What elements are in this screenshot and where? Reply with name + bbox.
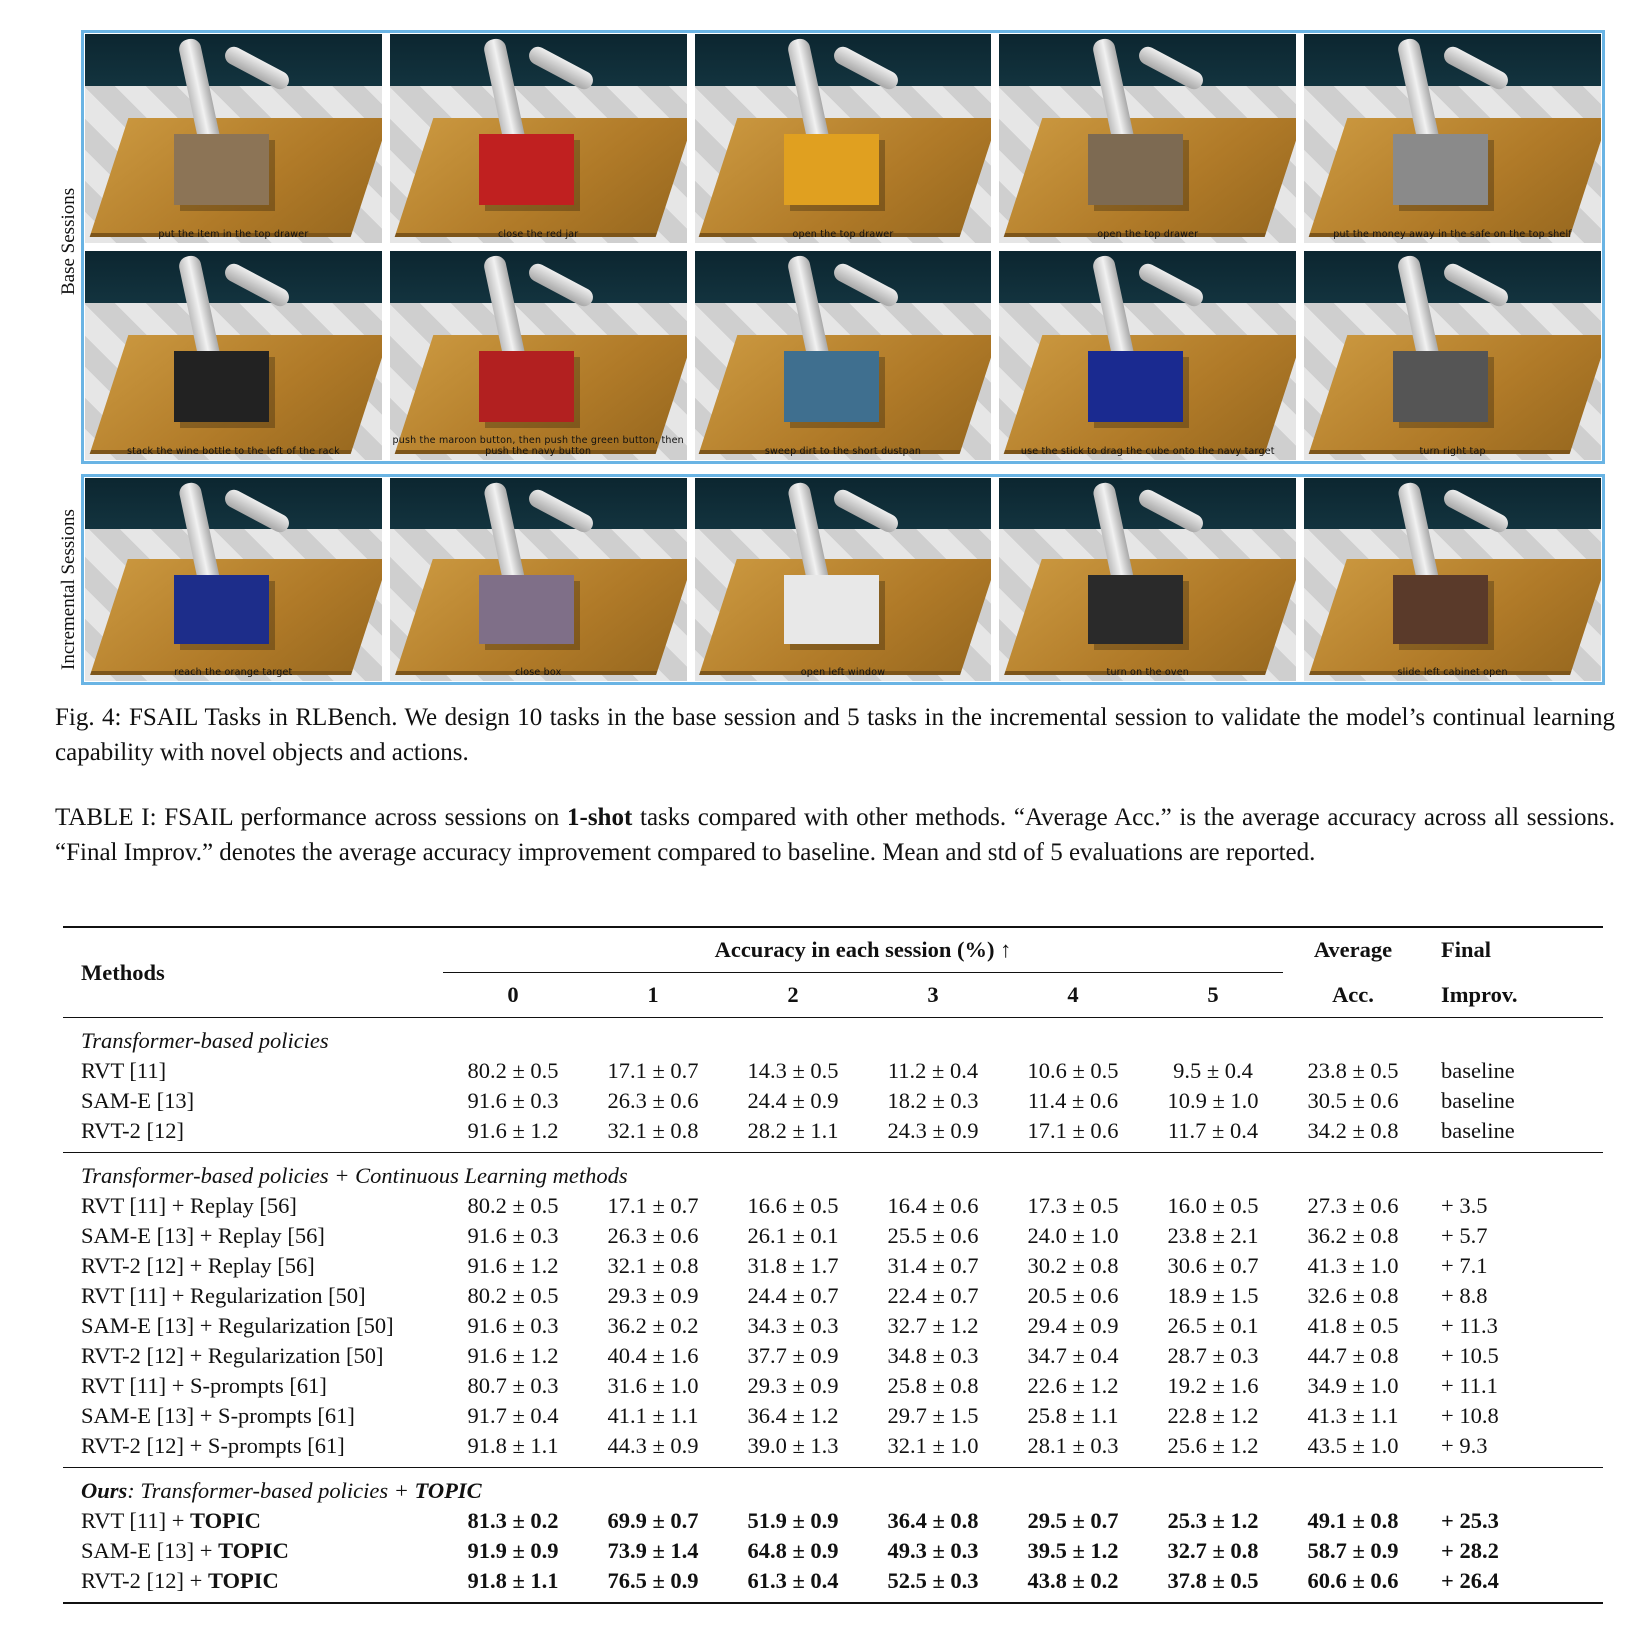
average-value: 32.6 ± 0.8 [1307,1283,1399,1308]
method-cell [63,1281,443,1311]
session-value: 11.4 ± 0.6 [1027,1088,1119,1113]
session-value: 37.8 ± 0.5 [1167,1568,1259,1593]
task-object [1393,575,1488,644]
session-value: 80.2 ± 0.5 [467,1058,559,1083]
task-caption: open the top drawer [792,229,894,240]
session-value: 20.5 ± 0.6 [1027,1283,1119,1308]
task-object [1088,575,1183,644]
section-title: Transformer-based policies + Continuous Learning methods [81,1163,628,1188]
method-cell [63,1371,443,1401]
session-value: 9.5 ± 0.4 [1173,1058,1253,1083]
session-value: 43.8 ± 0.2 [1027,1568,1119,1593]
table-caption [55,800,1615,870]
session-value: 52.5 ± 0.3 [887,1568,979,1593]
method-cell [63,1086,443,1116]
session-value: 49.3 ± 0.3 [887,1538,979,1563]
table-row [63,1116,1603,1153]
method-name: RVT [11] + S-prompts [61] [81,1373,327,1398]
task-object [479,134,574,205]
method-cell [63,1056,443,1086]
session-value: 34.8 ± 0.3 [887,1343,979,1368]
incremental-sessions-label: Incremental Sessions [58,509,79,670]
base-task-image [695,34,992,243]
session-value: 32.1 ± 1.0 [887,1433,979,1458]
figure-caption: Fig. 4: FSAIL Tasks in RLBench. We design 10 tasks in the base session and 5 tasks in the incremental session to validate the model’s continual learning capability with novel objects and actions. [55,704,1615,766]
improvement-value: + 3.5 [1441,1193,1488,1218]
session-value: 81.3 ± 0.2 [467,1508,559,1533]
session-value: 24.0 ± 1.0 [1027,1223,1119,1248]
session-value: 91.6 ± 1.2 [467,1343,559,1368]
incremental-task-image [390,478,687,681]
session-value: 24.4 ± 0.9 [747,1088,839,1113]
table-row [63,1191,1603,1221]
incremental-task-image [1304,478,1601,681]
section-title-bold: Ours [81,1478,128,1503]
section-title: Transformer-based policies [81,1028,329,1053]
method-name-bold: TOPIC [190,1508,261,1533]
header-row-top [63,927,1603,973]
section-title-row [63,1153,1603,1192]
session-value: 10.9 ± 1.0 [1167,1088,1259,1113]
method-cell [63,1221,443,1251]
session-value: 31.6 ± 1.0 [607,1373,699,1398]
task-caption: stack the wine bottle to the left of the rack [127,446,340,457]
task-object [174,575,269,644]
session-value: 14.3 ± 0.5 [747,1058,839,1083]
improvement-value: + 10.8 [1441,1403,1499,1428]
base-task-image [1304,251,1601,460]
session-value: 39.5 ± 1.2 [1027,1538,1119,1563]
session-value: 10.6 ± 0.5 [1027,1058,1119,1083]
session-value: 23.8 ± 2.1 [1167,1223,1259,1248]
session-value: 28.2 ± 1.1 [747,1118,839,1143]
average-value: 41.8 ± 0.5 [1307,1313,1399,1338]
session-value: 29.4 ± 0.9 [1027,1313,1119,1338]
average-value: 43.5 ± 1.0 [1307,1433,1399,1458]
average-value: 23.8 ± 0.5 [1307,1058,1399,1083]
session-value: 31.4 ± 0.7 [887,1253,979,1278]
method-name: RVT [11] + Replay [56] [81,1193,297,1218]
method-name-bold: TOPIC [207,1568,279,1593]
method-cell [63,1341,443,1371]
session-value: 24.4 ± 0.7 [747,1283,839,1308]
task-caption: close box [514,667,562,678]
method-name: RVT-2 [12] + Replay [56] [81,1253,315,1278]
method-name: SAM-E [13] + Regularization [50] [81,1313,394,1338]
session-value: 80.2 ± 0.5 [467,1193,559,1218]
average-header-top: Average [1313,937,1393,963]
improvement-value: + 8.8 [1441,1283,1488,1308]
method-name: SAM-E [13] + Replay [56] [81,1223,325,1248]
method-cell [63,1401,443,1431]
session-value: 26.1 ± 0.1 [747,1223,839,1248]
table-row [63,1506,1603,1536]
task-object [1393,134,1488,205]
table-row [63,1566,1603,1603]
final-header-bottom: Improv. [1441,981,1518,1007]
method-cell [63,1116,443,1153]
improvement-value: + 9.3 [1441,1433,1488,1458]
table-row [63,1056,1603,1086]
session-value: 22.8 ± 1.2 [1167,1403,1259,1428]
session-value: 26.3 ± 0.6 [607,1088,699,1113]
session-value: 36.4 ± 1.2 [747,1403,839,1428]
task-caption: open the top drawer [1097,229,1199,240]
session-value: 16.6 ± 0.5 [747,1193,839,1218]
improvement-value: + 10.5 [1441,1343,1499,1368]
table-row [63,1371,1603,1401]
session-value: 34.3 ± 0.3 [747,1313,839,1338]
method-name: RVT [11] + Regularization [50] [81,1283,366,1308]
table-row [63,1431,1603,1468]
base-task-image [85,34,382,243]
task-object [784,134,879,205]
task-figure [55,30,1610,685]
session-value: 91.6 ± 0.3 [467,1313,559,1338]
method-name-bold: TOPIC [218,1538,289,1563]
session-value: 30.6 ± 0.7 [1167,1253,1259,1278]
task-object [1393,351,1488,422]
average-header-bottom: Acc. [1332,981,1374,1007]
session-value: 31.8 ± 1.7 [747,1253,839,1278]
session-value: 24.3 ± 0.9 [887,1118,979,1143]
session-value: 76.5 ± 0.9 [607,1568,699,1593]
average-value: 44.7 ± 0.8 [1307,1343,1399,1368]
session-value: 22.6 ± 1.2 [1027,1373,1119,1398]
session-value: 18.2 ± 0.3 [887,1088,979,1113]
improvement-value: + 11.3 [1441,1313,1498,1338]
session-value: 91.9 ± 0.9 [467,1538,559,1563]
task-caption: put the money away in the safe on the top shelf [1333,229,1572,240]
method-name: RVT-2 [12] + S-prompts [61] [81,1433,345,1458]
base-task-image [1304,34,1601,243]
session-value: 16.4 ± 0.6 [887,1193,979,1218]
task-caption: reach the orange target [174,667,293,678]
average-value: 30.5 ± 0.6 [1307,1088,1399,1113]
task-object [784,351,879,422]
session-value: 25.8 ± 1.1 [1027,1403,1119,1428]
task-caption: use the stick to drag the cube onto the navy target [1020,446,1275,457]
task-object [1088,351,1183,422]
table-row [63,1221,1603,1251]
session-header: 5 [1207,982,1219,1007]
session-value: 36.4 ± 0.8 [887,1508,979,1533]
average-value: 36.2 ± 0.8 [1307,1223,1399,1248]
method-cell [63,1191,443,1221]
method-cell [63,1431,443,1468]
average-value: 34.9 ± 1.0 [1307,1373,1399,1398]
average-value: 58.7 ± 0.9 [1307,1538,1399,1563]
base-task-image [390,251,687,460]
method-name: SAM-E [13] [81,1088,195,1113]
session-value: 25.8 ± 0.8 [887,1373,979,1398]
session-value: 29.5 ± 0.7 [1027,1508,1119,1533]
section-title-bold: TOPIC [414,1478,482,1503]
task-object [479,575,574,644]
task-caption: sweep dirt to the short dustpan [764,446,922,457]
session-value: 19.2 ± 1.6 [1167,1373,1259,1398]
improvement-value: baseline [1441,1088,1515,1113]
base-task-image [695,251,992,460]
table-caption-bold: 1-shot [567,804,633,831]
session-value: 61.3 ± 0.4 [747,1568,839,1593]
session-value: 29.3 ± 0.9 [747,1373,839,1398]
section-title-text: : Transformer-based policies + [127,1478,415,1503]
table-row [63,1341,1603,1371]
session-value: 25.6 ± 1.2 [1167,1433,1259,1458]
method-name: RVT-2 [12] [81,1118,184,1143]
session-header: 0 [507,982,519,1007]
table-caption-suffix: tasks compared with other methods. “Average Acc.” is the average accuracy across all sessions. “Final Improv.” denotes the average accuracy improvement compared to baseline. Mean and std of 5 evaluations are reported. [55,804,1615,866]
results-table [63,926,1603,1604]
session-value: 51.9 ± 0.9 [747,1508,839,1533]
average-value: 41.3 ± 1.1 [1307,1403,1399,1428]
methods-header: Methods [81,959,165,985]
base-task-image [999,34,1296,243]
incremental-task-image [999,478,1296,681]
session-value: 11.7 ± 0.4 [1167,1118,1259,1143]
session-value: 28.7 ± 0.3 [1167,1343,1259,1368]
session-header: 4 [1067,982,1079,1007]
session-value: 91.6 ± 1.2 [467,1118,559,1143]
task-caption: put the item in the top drawer [158,229,309,240]
method-cell [63,1506,443,1536]
improvement-value: + 28.2 [1441,1538,1499,1563]
method-name: RVT-2 [12] + [81,1568,208,1593]
average-value: 49.1 ± 0.8 [1307,1508,1399,1533]
table-row [63,1281,1603,1311]
session-value: 40.4 ± 1.6 [607,1343,699,1368]
base-session-grid [81,30,1605,464]
session-header: 3 [927,982,939,1007]
method-name: RVT-2 [12] + Regularization [50] [81,1343,384,1368]
session-value: 91.6 ± 0.3 [467,1088,559,1113]
improvement-value: + 26.4 [1441,1568,1499,1593]
section-title [63,1468,1603,1507]
accuracy-header: Accuracy in each session (%) ↑ [443,927,1283,973]
session-value: 26.3 ± 0.6 [607,1223,699,1248]
session-value: 36.2 ± 0.2 [607,1313,699,1338]
session-value: 26.5 ± 0.1 [1167,1313,1259,1338]
task-object [1088,134,1183,205]
task-caption: close the red jar [497,229,579,240]
table-row [63,1536,1603,1566]
task-caption: open left window [800,667,886,678]
average-value: 60.6 ± 0.6 [1307,1568,1399,1593]
task-caption: push the maroon button, then push the green button, then push the navy button [392,435,684,457]
table-row [63,1086,1603,1116]
improvement-value: + 11.1 [1441,1373,1498,1398]
improvement-value: + 5.7 [1441,1223,1488,1248]
method-name: SAM-E [13] + [81,1538,219,1563]
method-name: SAM-E [13] + S-prompts [61] [81,1403,355,1428]
session-value: 91.6 ± 0.3 [467,1223,559,1248]
method-name: RVT [11] + [81,1508,191,1533]
session-value: 17.3 ± 0.5 [1027,1193,1119,1218]
session-value: 32.7 ± 1.2 [887,1313,979,1338]
task-caption: turn on the oven [1106,667,1190,678]
method-cell [63,1566,443,1603]
session-value: 39.0 ± 1.3 [747,1433,839,1458]
session-value: 29.3 ± 0.9 [607,1283,699,1308]
session-header: 1 [647,982,659,1007]
method-name: RVT [11] [81,1058,167,1083]
session-value: 37.7 ± 0.9 [747,1343,839,1368]
session-value: 44.3 ± 0.9 [607,1433,699,1458]
incremental-session-grid [81,474,1605,685]
base-sessions-label: Base Sessions [58,187,79,295]
session-value: 73.9 ± 1.4 [607,1538,699,1563]
session-value: 22.4 ± 0.7 [887,1283,979,1308]
session-value: 16.0 ± 0.5 [1167,1193,1259,1218]
session-value: 28.1 ± 0.3 [1027,1433,1119,1458]
session-value: 32.7 ± 0.8 [1167,1538,1259,1563]
base-task-image [85,251,382,460]
incremental-task-image [695,478,992,681]
section-title-row [63,1468,1603,1507]
table-row [63,1311,1603,1341]
average-value: 41.3 ± 1.0 [1307,1253,1399,1278]
session-value: 25.5 ± 0.6 [887,1223,979,1248]
task-caption: slide left cabinet open [1397,667,1508,678]
session-value: 34.7 ± 0.4 [1027,1343,1119,1368]
section-title-row [63,1018,1603,1057]
base-task-image [999,251,1296,460]
task-object [174,134,269,205]
final-header-top: Final [1441,937,1492,963]
session-value: 80.7 ± 0.3 [467,1373,559,1398]
table-caption-prefix: TABLE I: FSAIL performance across sessions on [55,804,567,831]
session-value: 91.6 ± 1.2 [467,1253,559,1278]
session-value: 91.8 ± 1.1 [467,1568,559,1593]
table-row [63,1401,1603,1431]
session-value: 17.1 ± 0.7 [607,1058,699,1083]
method-cell [63,1311,443,1341]
task-object [784,575,879,644]
session-value: 91.7 ± 0.4 [467,1403,559,1428]
base-task-image [390,34,687,243]
session-value: 64.8 ± 0.9 [747,1538,839,1563]
improvement-value: baseline [1441,1058,1515,1083]
session-value: 30.2 ± 0.8 [1027,1253,1119,1278]
session-value: 69.9 ± 0.7 [607,1508,699,1533]
session-value: 11.2 ± 0.4 [887,1058,979,1083]
session-value: 91.8 ± 1.1 [467,1433,559,1458]
average-value: 27.3 ± 0.6 [1307,1193,1399,1218]
improvement-value: + 25.3 [1441,1508,1499,1533]
table-row [63,1251,1603,1281]
session-value: 17.1 ± 0.6 [1027,1118,1119,1143]
incremental-task-image [85,478,382,681]
task-caption: turn right tap [1419,446,1486,457]
session-value: 32.1 ± 0.8 [607,1253,699,1278]
session-value: 17.1 ± 0.7 [607,1193,699,1218]
session-header: 2 [787,982,799,1007]
average-value: 34.2 ± 0.8 [1307,1118,1399,1143]
task-object [174,351,269,422]
method-cell [63,1536,443,1566]
session-value: 41.1 ± 1.1 [607,1403,699,1428]
task-object [479,351,574,422]
session-value: 25.3 ± 1.2 [1167,1508,1259,1533]
session-value: 80.2 ± 0.5 [467,1283,559,1308]
session-value: 18.9 ± 1.5 [1167,1283,1259,1308]
improvement-value: + 7.1 [1441,1253,1488,1278]
session-value: 29.7 ± 1.5 [887,1403,979,1428]
improvement-value: baseline [1441,1118,1515,1143]
session-value: 32.1 ± 0.8 [607,1118,699,1143]
method-cell [63,1251,443,1281]
